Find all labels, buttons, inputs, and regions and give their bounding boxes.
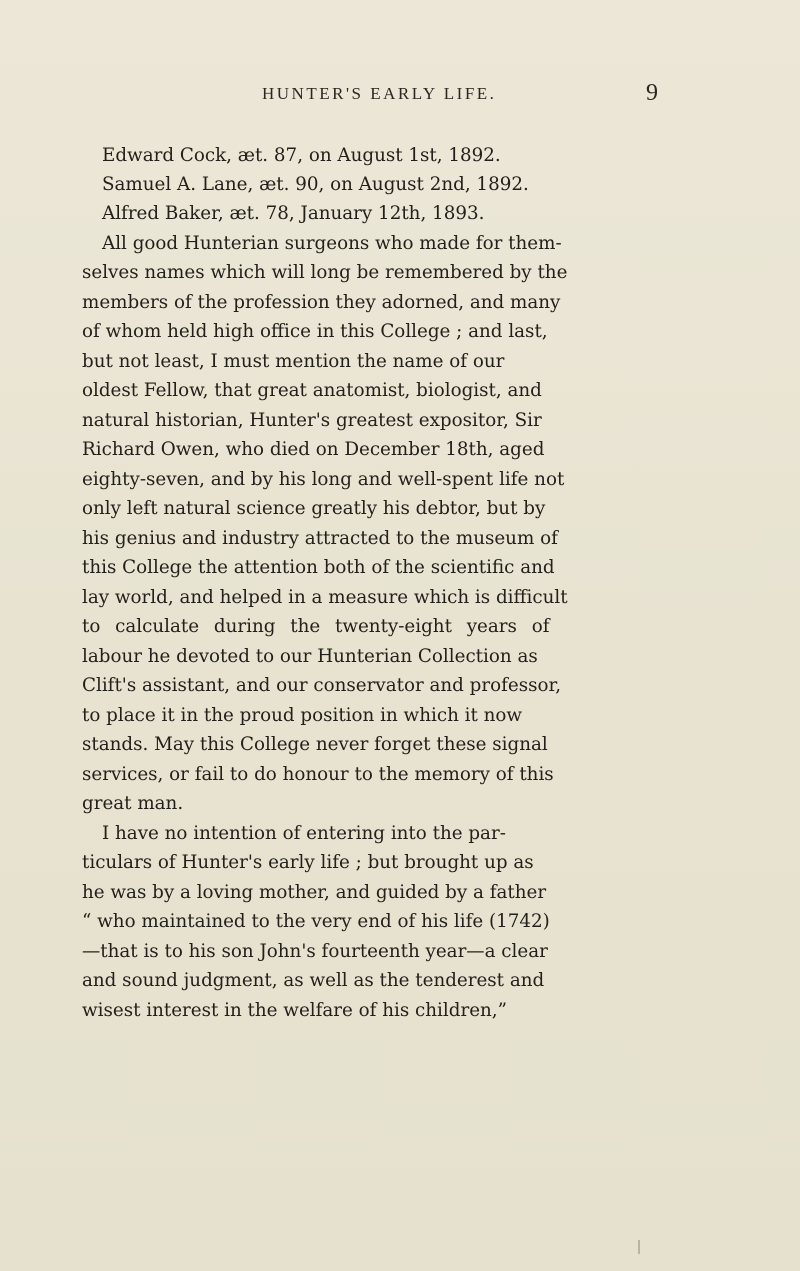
text-line: ticulars of Hunter's early life ; but brought up as: [82, 852, 534, 873]
running-head: HUNTER'S EARLY LIFE.: [262, 84, 497, 103]
page-blemish: [638, 1240, 640, 1254]
text-line: members of the profession they adorned, and many: [82, 292, 561, 313]
text-line: his genius and industry attracted to the museum of: [82, 528, 558, 549]
text-line: Richard Owen, who died on December 18th, aged: [82, 439, 545, 460]
text-line: Samuel A. Lane, æt. 90, on August 2nd, 1892.: [102, 174, 529, 195]
text-line: oldest Fellow, that great anatomist, biologist, and: [82, 380, 542, 401]
text-line: great man.: [82, 793, 184, 814]
text-line: wisest interest in the welfare of his children,”: [82, 1000, 507, 1021]
text-line: to place it in the proud position in which it now: [82, 705, 523, 726]
text-line: and sound judgment, as well as the tenderest and: [82, 970, 545, 991]
text-line: “ who maintained to the very end of his life (1742): [82, 911, 550, 932]
text-line: services, or fail to do honour to the memory of this: [82, 764, 554, 785]
text-line: I have no intention of entering into the par-: [102, 823, 506, 844]
text-line: natural historian, Hunter's greatest expositor, Sir: [82, 410, 542, 431]
text-line: he was by a loving mother, and guided by a father: [82, 882, 547, 903]
text-line: Edward Cock, æt. 87, on August 1st, 1892.: [102, 145, 501, 166]
page-number: 9: [646, 80, 658, 106]
text-line: labour he devoted to our Hunterian Collection as: [82, 646, 538, 667]
text-line: Alfred Baker, æt. 78, January 12th, 1893.: [102, 203, 485, 224]
text-line: only left natural science greatly his debtor, but by: [82, 498, 546, 519]
text-line: but not least, I must mention the name of our: [82, 351, 505, 372]
text-line: All good Hunterian surgeons who made for them-: [102, 233, 562, 254]
text-line: eighty-seven, and by his long and well-spent life not: [82, 469, 565, 490]
text-line: to calculate during the twenty-eight years of: [82, 616, 550, 637]
text-line: selves names which will long be remembered by the: [82, 262, 568, 283]
text-line: this College the attention both of the scientific and: [82, 557, 555, 578]
text-line: —that is to his son John's fourteenth year—a clear: [82, 941, 548, 962]
text-line: stands. May this College never forget these signal: [82, 734, 548, 755]
text-line: of whom held high office in this College ; and last,: [82, 321, 548, 342]
text-line: Clift's assistant, and our conservator and professor,: [82, 675, 562, 696]
text-line: lay world, and helped in a measure which is difficult: [82, 587, 568, 608]
